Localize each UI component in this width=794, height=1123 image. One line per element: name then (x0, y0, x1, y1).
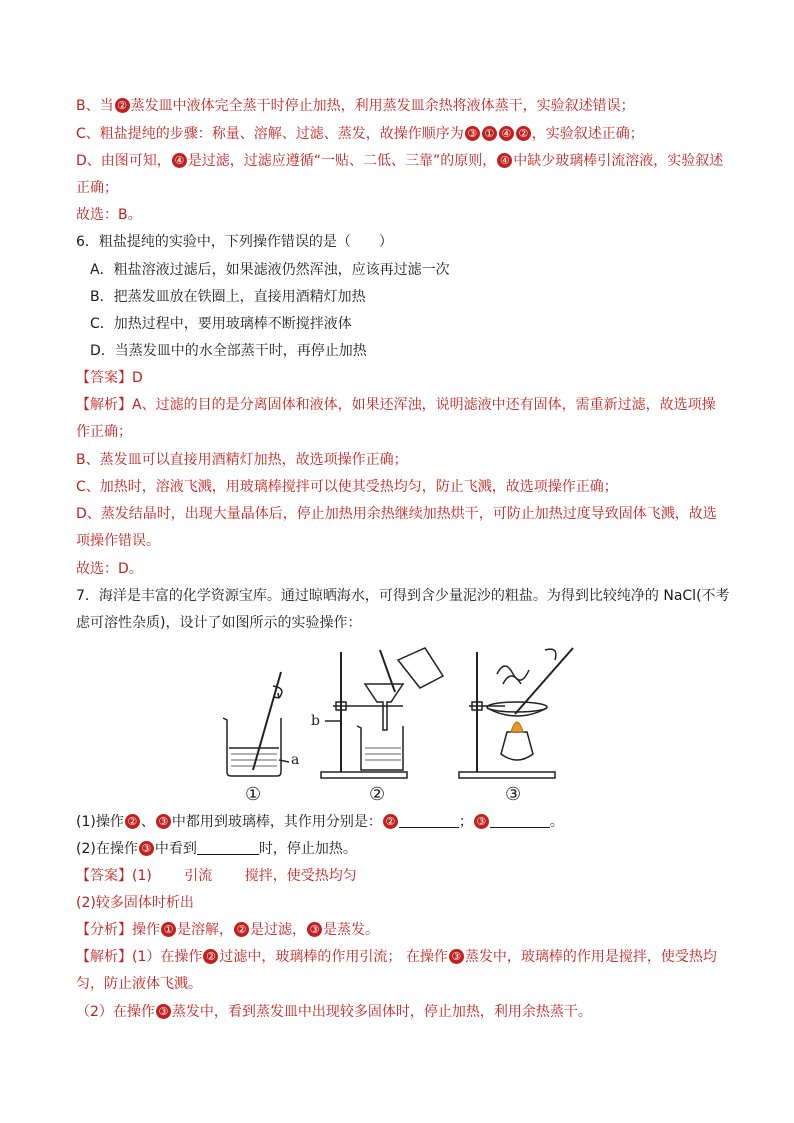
text: D、由图可知， (76, 153, 171, 169)
q5-option-b-analysis (76, 96, 635, 116)
text: (1) 引流 搅拌，使受热均匀 (132, 868, 357, 884)
circled-number: ③ (139, 841, 154, 856)
analysis-tag: 【分析】 (76, 922, 132, 938)
q7-stem-line1: 7．海洋是丰富的化学资源宝库。通过晾晒海水，可得到含少量泥沙的粗盐。为得到比较纯净的 NaCl(不考 (76, 588, 730, 604)
circled-number: ② (125, 814, 140, 829)
q6-analysis-d-cont: 项操作错误。 (76, 533, 160, 549)
figure-letter-a: a (291, 752, 300, 768)
text: 时，停止加热。 (258, 841, 357, 857)
circled-number: ① (161, 922, 176, 937)
q6-analysis-b: B、蒸发皿可以直接用酒精灯加热，故选项操作正确； (76, 452, 408, 468)
circled-number: ① (482, 126, 497, 141)
circled-number: ② (115, 98, 130, 113)
q7-explanation-1 (76, 947, 717, 967)
alcohol-lamp (501, 732, 533, 760)
q7-explanation-2 (76, 1002, 592, 1022)
text: (1)操作 (76, 814, 124, 830)
text: A、过滤的目的是分离固体和液体，如果还浑浊，说明滤液中还有固体，需重新过滤，故选项操 (132, 397, 716, 413)
q6-answer (76, 368, 143, 388)
text: 。 (549, 814, 564, 830)
q6-analysis-a-cont: 作正确； (76, 424, 132, 440)
q7-stem-line2: 虑可溶性杂质)，设计了如图所示的实验操作： (76, 615, 362, 631)
q6-analysis-c: C、加热时，溶液飞溅，用玻璃棒搅拌可以使其受热均匀，防止飞溅，故选项操作正确； (76, 479, 618, 495)
lab-apparatus-diagram (215, 644, 595, 804)
text: ，实验叙述正确； (531, 126, 644, 142)
circled-number: ③ (474, 814, 489, 829)
q6-conclusion: 故选：D。 (76, 561, 143, 577)
experiment-figure (215, 644, 595, 804)
q5-option-d-analysis (76, 151, 723, 171)
text: 是过滤，过滤应遵循“一贴、二低、三靠”的原则， (187, 153, 497, 169)
q7-answer (76, 866, 357, 886)
q6-stem: 6．粗盐提纯的实验中，下列操作错误的是（ ） (76, 234, 393, 250)
circled-number: ③ (156, 814, 171, 829)
circled-number: ③ (156, 1004, 171, 1019)
circled-number: ② (234, 922, 249, 937)
text: 是蒸发。 (323, 922, 379, 938)
q5-answer: 故选：B。 (76, 207, 142, 223)
text: 过滤中，玻璃棒的作用引流； 在操作 (219, 949, 448, 965)
text: 操作 (132, 922, 160, 938)
text: 是溶解， (177, 922, 233, 938)
circled-number: ③ (307, 922, 322, 937)
answer-blank (490, 813, 550, 828)
q6-option-d: D．当蒸发皿中的水全部蒸干时，再停止加热 (90, 343, 367, 359)
q5-option-c-analysis (76, 124, 644, 144)
circled-number: ④ (499, 126, 514, 141)
text: 是过滤， (250, 922, 306, 938)
figure-label-1: ① (245, 784, 262, 805)
circled-number: ④ (172, 153, 187, 168)
text: ； (458, 814, 473, 830)
flame (511, 722, 523, 732)
text: 中都用到玻璃棒，其作用分别是： (171, 814, 382, 830)
text: （2）在操作 (76, 1004, 155, 1020)
q7-explanation-1-cont: 匀，防止液体飞溅。 (76, 976, 202, 992)
figure-label-2: ② (369, 784, 386, 805)
q6-analysis-a (76, 395, 716, 415)
stand-base-2 (321, 772, 407, 778)
answer-blank (197, 840, 259, 855)
q7-analysis-summary (76, 920, 379, 940)
figure-letter-b: b (311, 713, 320, 729)
text: (1）在操作 (132, 949, 203, 965)
text: 蒸发中，玻璃棒的作用是搅拌，使受热均 (464, 949, 717, 965)
circled-number: ② (383, 814, 398, 829)
q6-analysis-d: D、蒸发结晶时，出现大量晶体后，停止加热用余热继续加热烘干，可防止加热过度导致固体飞溅，故选 (76, 506, 717, 522)
pouring-beaker (398, 648, 443, 688)
circled-number: ② (203, 949, 218, 964)
text: 、 (140, 814, 155, 830)
circled-number: ③ (449, 949, 464, 964)
q6-option-c: C．加热过程中，要用玻璃棒不断搅拌液体 (90, 316, 352, 332)
answer-value: D (132, 370, 143, 386)
q6-option-a: A．粗盐溶液过滤后，如果滤液仍然浑浊，应该再过滤一次 (90, 262, 450, 278)
answer-tag: 【答案】 (76, 868, 132, 884)
circled-number: ④ (497, 153, 512, 168)
text: B、当 (76, 98, 114, 114)
text: 中缺少玻璃棒引流溶液，实验叙述 (513, 153, 724, 169)
text: C、粗盐提纯的步骤：称量、溶解、过滤、蒸发，故操作顺序为 (76, 126, 464, 142)
q7-subquestion-1 (76, 812, 564, 832)
stand-base-3 (459, 772, 555, 778)
q7-subquestion-2 (76, 839, 357, 859)
answer-blank (399, 813, 459, 828)
beaker-1 (223, 718, 281, 776)
analysis-tag: 【解析】 (76, 397, 132, 413)
figure-label-3: ③ (505, 784, 522, 805)
text: (2)在操作 (76, 841, 138, 857)
circled-number: ② (516, 126, 531, 141)
text: 蒸发中，看到蒸发皿中出现较多固体时，停止加热，利用余热蒸干。 (171, 1004, 592, 1020)
q5-option-d-cont: 正确； (76, 180, 118, 196)
circled-number: ③ (465, 126, 480, 141)
explanation-tag: 【解析】 (76, 949, 132, 965)
funnel (365, 684, 403, 730)
answer-tag: 【答案】 (76, 370, 132, 386)
q6-option-b: B．把蒸发皿放在铁圈上，直接用酒精灯加热 (90, 289, 366, 305)
text: 蒸发皿中液体完全蒸干时停止加热，利用蒸发皿余热将液体蒸干，实验叙述错误； (130, 98, 635, 114)
text: 中看到 (154, 841, 197, 857)
q7-answer-2: (2)较多固体时析出 (76, 895, 194, 911)
